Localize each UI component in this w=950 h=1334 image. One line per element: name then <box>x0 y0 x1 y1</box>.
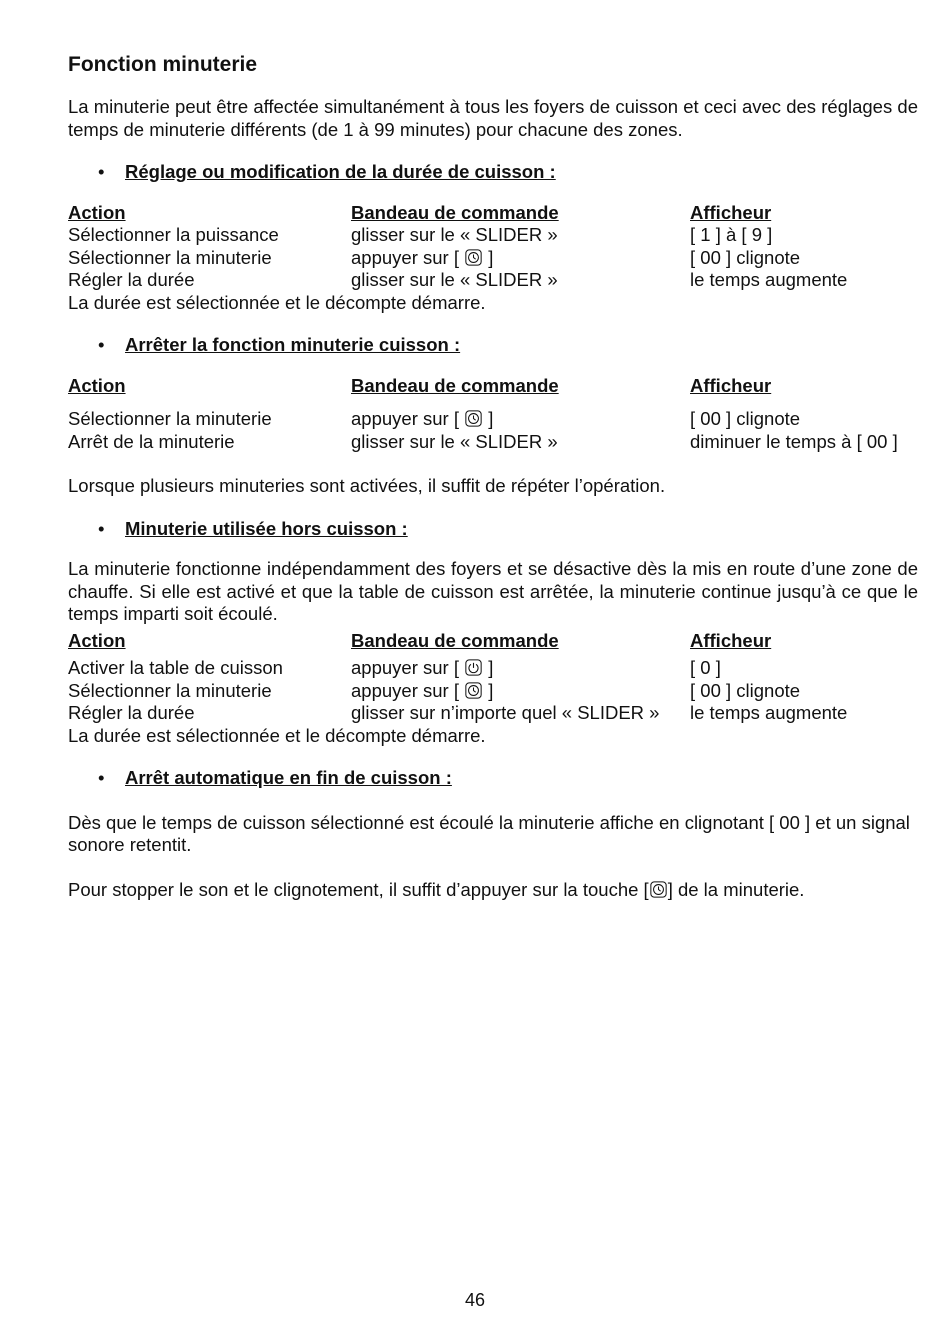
header-action: Action <box>68 629 126 651</box>
bullet-dot: • <box>98 767 105 788</box>
cell-action: Régler la durée <box>68 702 195 723</box>
cell-display: le temps augmente <box>690 702 848 723</box>
header-bandeau: Bandeau de commande <box>351 201 559 223</box>
cell-action: Sélectionner la puissance <box>68 224 279 245</box>
cell-display: [ 1 ] à [ 9 ] <box>690 224 773 245</box>
document-page <box>68 52 918 901</box>
cell-command: glisser sur le « SLIDER » <box>351 224 558 245</box>
timer-icon <box>650 881 667 898</box>
section3-note: La durée est sélectionnée et le décompte démarre. <box>68 724 486 746</box>
table-row <box>68 657 928 680</box>
cell-action: Sélectionner la minuterie <box>68 246 272 268</box>
table-row <box>68 247 928 270</box>
section2-note: Lorsque plusieurs minuteries sont activées, il suffit de répéter l’opération. <box>68 475 666 496</box>
header-afficheur: Afficheur <box>690 201 772 223</box>
table-header-row <box>68 202 928 225</box>
header-action: Action <box>68 374 126 396</box>
section2-table <box>68 375 928 454</box>
table-row <box>68 680 928 703</box>
cell-command: appuyer sur [ ] <box>351 408 494 429</box>
cell-display: le temps augmente <box>690 269 848 290</box>
cell-action: Arrêt de la minuterie <box>68 430 235 452</box>
section3-table <box>68 630 928 725</box>
cell-command: glisser sur le « SLIDER » <box>351 430 558 452</box>
cell-action: Sélectionner la minuterie <box>68 679 272 701</box>
cell-display: [ 00 ] clignote <box>690 679 801 701</box>
bullet-dot: • <box>98 334 105 355</box>
cell-action: Activer la table de cuisson <box>68 657 283 678</box>
cell-command: appuyer sur [ ] <box>351 679 494 701</box>
header-afficheur: Afficheur <box>690 374 772 396</box>
page-title: Fonction minuterie <box>68 53 257 76</box>
bullet-dot: • <box>98 161 105 182</box>
table-row <box>68 408 928 431</box>
header-action: Action <box>68 201 126 223</box>
cell-command: glisser sur le « SLIDER » <box>351 269 558 290</box>
cell-action: Régler la durée <box>68 269 195 290</box>
section1-heading: • Réglage ou modification de la durée de cuisson : <box>98 161 556 182</box>
section4-stop-paragraph: Pour stopper le son et le clignotement, il suffit d’appuyer sur la touche [ ] de la minuterie. <box>68 878 805 900</box>
bullet-dot: • <box>98 517 105 539</box>
timer-icon <box>465 682 482 699</box>
cell-display: [ 00 ] clignote <box>690 246 801 268</box>
cell-action: Sélectionner la minuterie <box>68 408 272 429</box>
intro-paragraph: La minuterie peut être affectée simultanément à tous les foyers de cuisson et ceci avec des réglages de temps de minuterie différents (de 1 à 99 minutes) pour chacune des zones. <box>68 96 918 140</box>
page-number: 46 <box>464 1290 486 1310</box>
cell-command: appuyer sur [ ] <box>351 657 494 678</box>
cell-display: [ 00 ] clignote <box>690 408 801 429</box>
section1-table <box>68 202 928 292</box>
section3-heading: • Minuterie utilisée hors cuisson : <box>98 517 408 539</box>
table-header-row <box>68 375 928 409</box>
cell-display: diminuer le temps à [ 00 ] <box>690 430 898 452</box>
cell-command: glisser sur n’importe quel « SLIDER » <box>351 702 660 723</box>
timer-icon <box>465 249 482 266</box>
header-afficheur: Afficheur <box>690 629 772 651</box>
table-row <box>68 702 928 725</box>
power-icon <box>465 659 482 676</box>
section1-note: La durée est sélectionnée et le décompte démarre. <box>68 291 486 313</box>
table-row <box>68 224 928 247</box>
table-header-row <box>68 630 928 658</box>
cell-display: [ 0 ] <box>690 657 721 678</box>
timer-icon <box>465 410 482 427</box>
table-row <box>68 431 928 454</box>
section2-heading: • Arrêter la fonction minuterie cuisson : <box>98 334 461 355</box>
section4-heading: • Arrêt automatique en fin de cuisson : <box>98 767 452 788</box>
section3-intro: La minuterie fonctionne indépendamment des foyers et se désactive dès la mis en route d’une zone de chauffe. Si elle est activé et que la table de cuisson est arrêtée, la minuterie continue jusqu’à ce que le temps imparti soit écoulé. <box>68 558 918 624</box>
section4-paragraph: Dès que le temps de cuisson sélectionné est écoulé la minuterie affiche en clignotant [ 00 ] et un signal sonore retentit. <box>68 811 910 855</box>
header-bandeau: Bandeau de commande <box>351 629 559 651</box>
header-bandeau: Bandeau de commande <box>351 374 559 396</box>
table-row <box>68 269 928 292</box>
cell-command: appuyer sur [ ] <box>351 246 494 268</box>
